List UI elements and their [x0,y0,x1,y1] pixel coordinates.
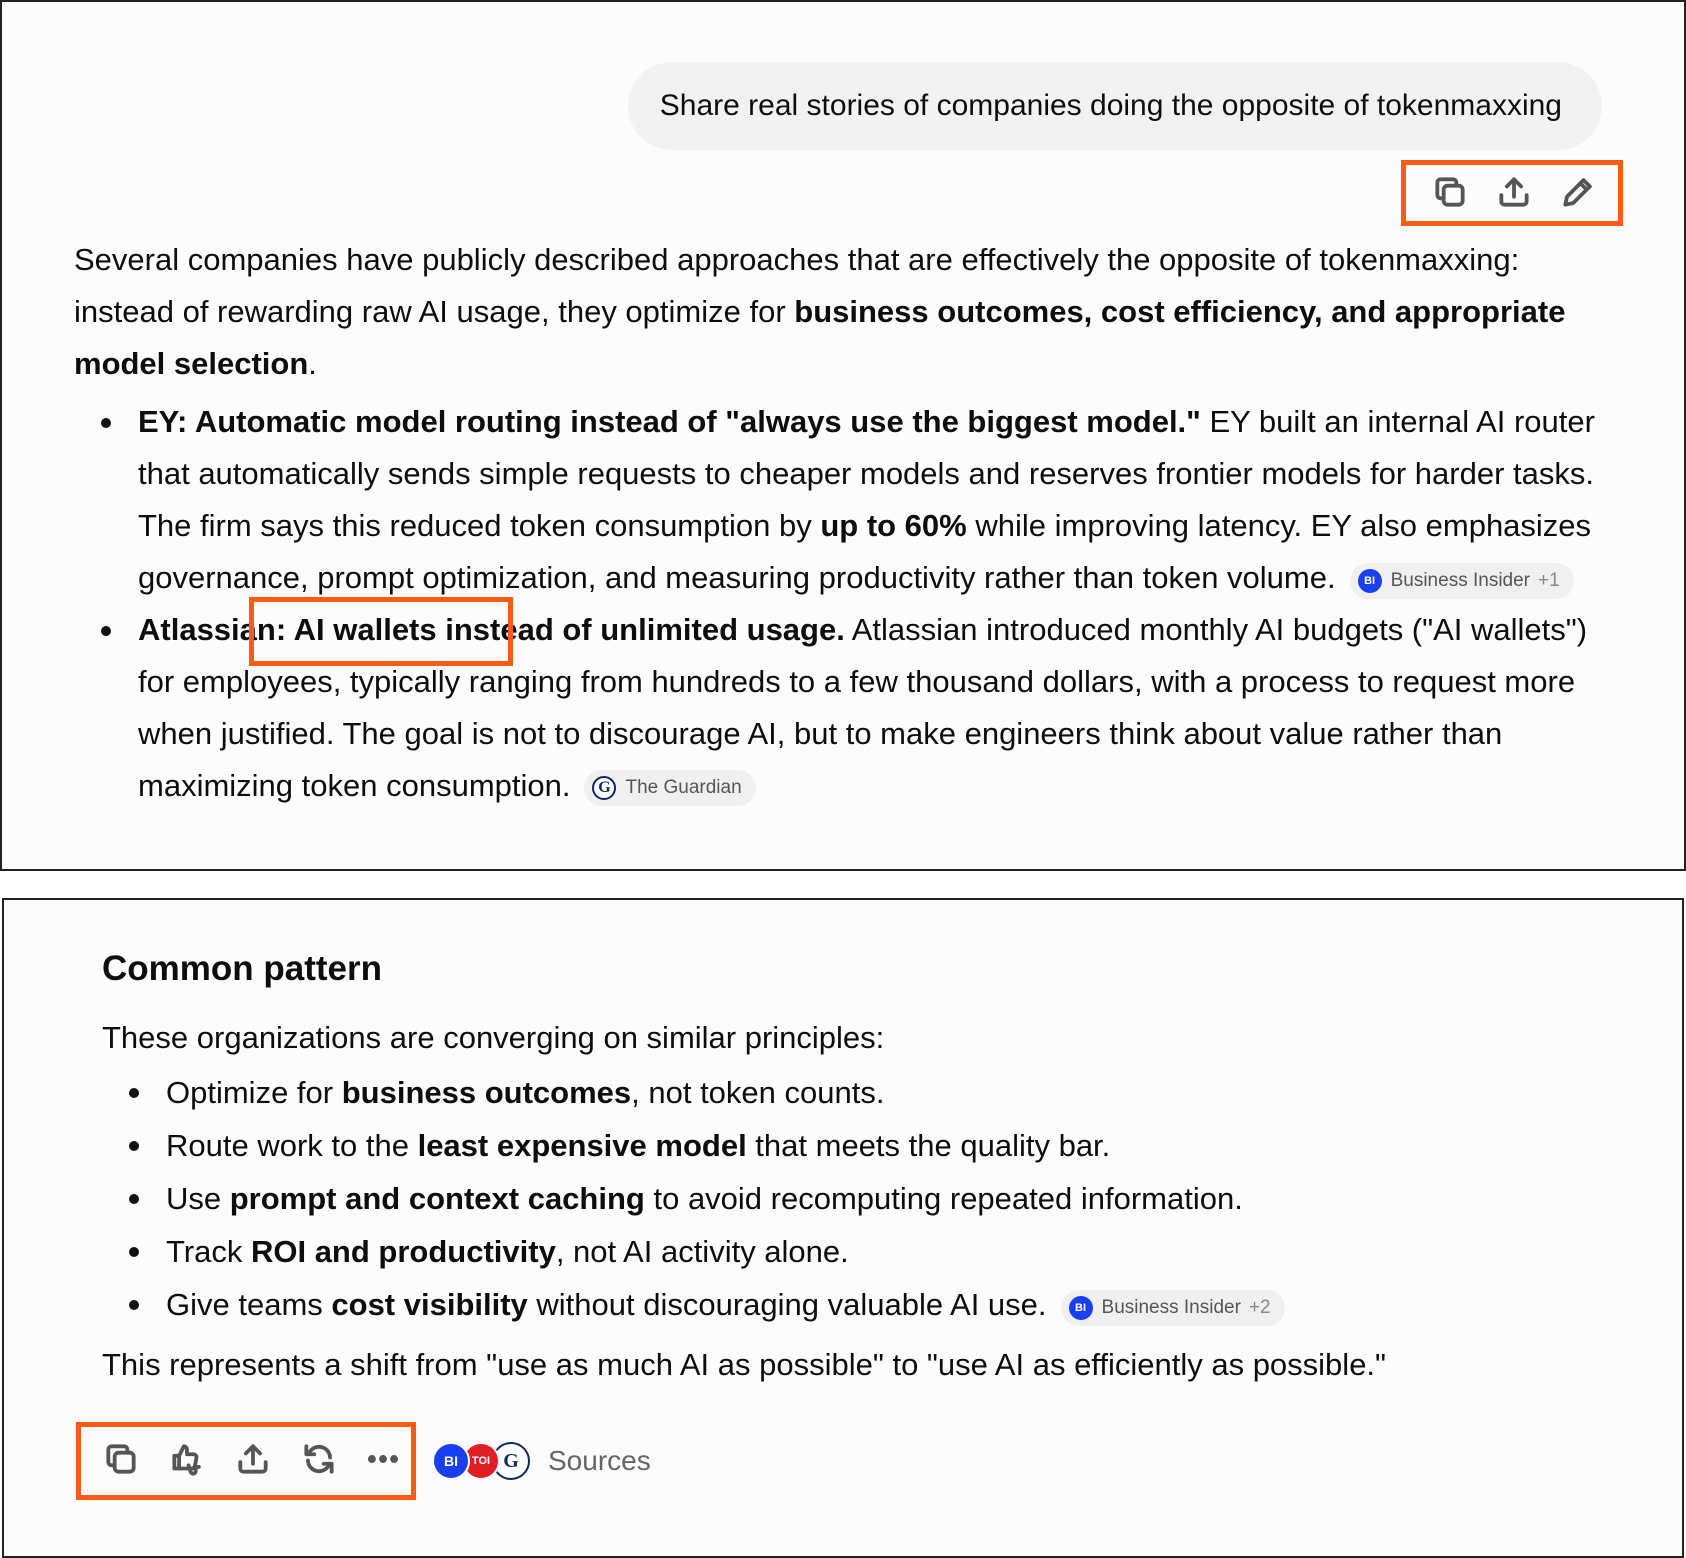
highlight-user-actions [1401,160,1623,226]
list-item: Use prompt and context caching to avoid recomputing repeated information. [166,1172,1642,1225]
assistant-answer-bottom [102,944,1642,1391]
closing-sentence: This represents a shift from "use as much AI as possible" to "use AI as efficiently as possible." [102,1347,1387,1382]
assistant-answer-top [74,234,1614,812]
sources-button[interactable] [432,1440,651,1482]
highlight-response-actions [76,1422,416,1500]
section-heading: Common pattern [102,949,382,988]
principles-list [102,1066,1642,1331]
user-message-bubble: Share real stories of companies doing the opposite of tokenmaxxing [628,62,1602,150]
list-item: Route work to the least expensive model that meets the quality bar. [166,1119,1642,1172]
list-item: Track ROI and productivity, not AI activity alone. [166,1225,1642,1278]
citation-chip[interactable]: G The Guardian [584,770,755,806]
citation-chip[interactable]: BI Business Insider +2 [1061,1290,1285,1326]
section-intro: These organizations are converging on similar principles: [102,1020,885,1055]
guardian-logo: G [592,776,616,800]
answer-intro: Several companies have publicly described approaches that are effectively the opposite of tokenmaxxing: instead of rewarding raw AI usage, they optimize for business outcomes, cost efficiency, and appropriate model selection. [74,242,1566,381]
highlight-citation [249,597,513,666]
list-item: Optimize for business outcomes, not token counts. [166,1066,1642,1119]
times-of-india-logo: TOI [462,1442,500,1480]
citation-chip[interactable]: BI Business Insider +1 [1350,563,1574,599]
sources-label: Sources [548,1445,651,1476]
list-item: Atlassian: AI wallets instead of unlimited usage. Atlassian introduced monthly AI budgets ("AI wallets") for employees, typically ranging from hundreds to a few thousand dollars, with a process to request more when justified. The goal is not to discourage AI, but to make engineers think about value rather than maximizing token consumption. G The Guardian [138,604,1614,812]
business-insider-logo: BI [432,1442,470,1480]
list-item: Give teams cost visibility without discouraging valuable AI use. BI Business Insider +2 [166,1278,1642,1331]
list-item: EY: Automatic model routing instead of "always use the biggest model." EY built an internal AI router that automatically sends simple requests to cheaper models and reserves frontier models for harder tasks. The firm says this reduced token consumption by up to 60% while improving latency. EY also emphasizes governance, prompt optimization, and measuring productivity rather than token volume. BI Business Insider +1 [138,396,1614,604]
business-insider-logo: BI [1358,569,1382,593]
guardian-logo: G [492,1442,530,1480]
business-insider-logo: BI [1069,1296,1093,1320]
